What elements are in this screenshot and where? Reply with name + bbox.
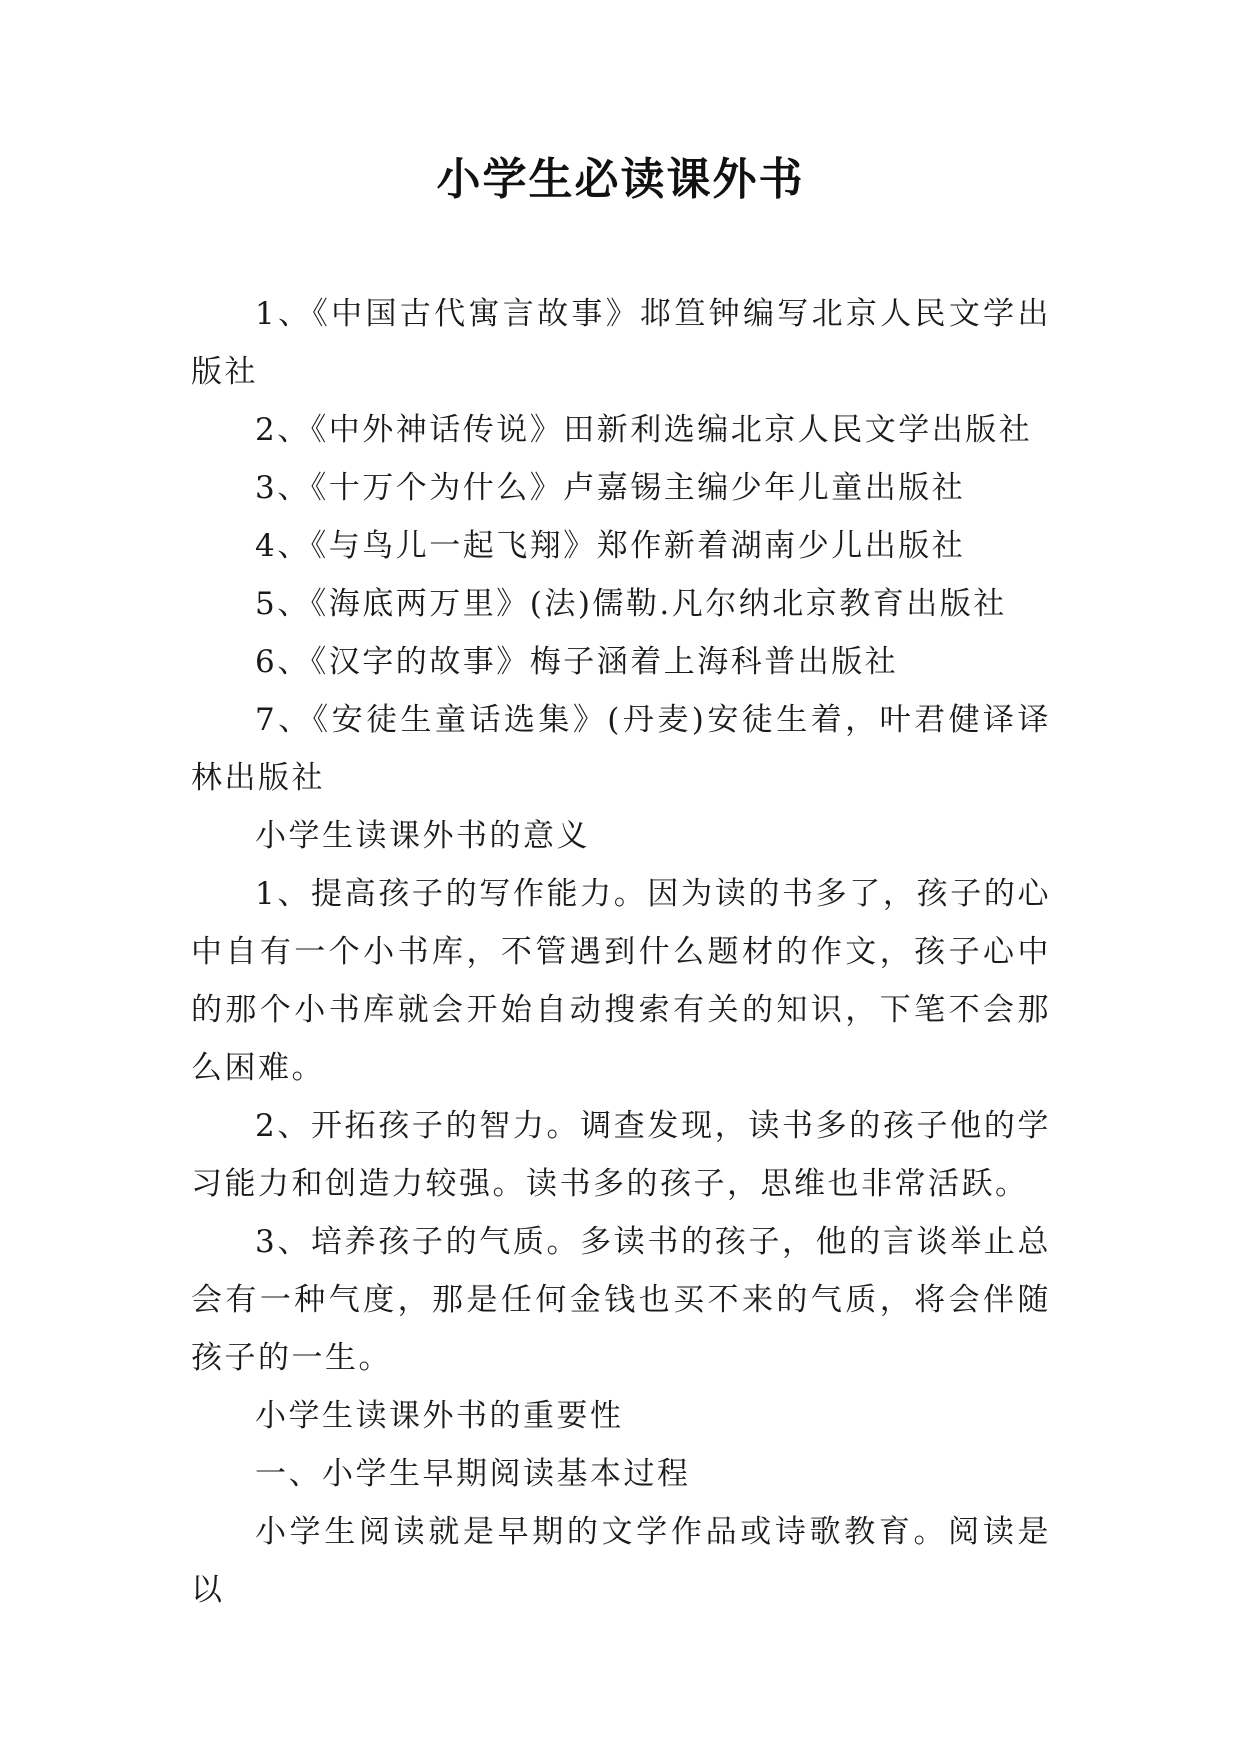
book-list-item-2: 2、《中外神话传说》田新利选编北京人民文学出版社 [255, 412, 1033, 448]
book-list-item-4: 4、《与鸟儿一起飞翔》郑作新着湖南少儿出版社 [255, 528, 966, 564]
book-list-item-6: 6、《汉字的故事》梅子涵着上海科普出版社 [255, 644, 899, 680]
document-title: 小学生必读课外书 [436, 154, 805, 205]
significance-point-2: 2、开拓孩子的智力。调查发现，读书多的孩子他的学习能力和创造力较强。读书多的孩子，思维也非常活跃。 [191, 1108, 1051, 1202]
book-list-item-7: 7、《安徒生童话选集》(丹麦)安徒生着，叶君健译译林出版社 [191, 702, 1051, 796]
section-heading-importance: 小学生读课外书的重要性 [255, 1398, 624, 1434]
book-list-item-1: 1、《中国古代寓言故事》邶笪钟编写北京人民文学出版社 [191, 296, 1051, 390]
document-body [191, 285, 1051, 1619]
book-list-item-5: 5、《海底两万里》(法)儒勒.凡尔纳北京教育出版社 [255, 586, 1007, 622]
significance-point-1: 1、提高孩子的写作能力。因为读的书多了，孩子的心中自有一个小书库，不管遇到什么题材的作文，孩子心中的那个小书库就会开始自动搜索有关的知识，下笔不会那么困难。 [191, 876, 1051, 1086]
section-heading-significance: 小学生读课外书的意义 [255, 818, 590, 854]
body-paragraph: 小学生阅读就是早期的文学作品或诗歌教育。阅读是以 [191, 1514, 1051, 1608]
book-list-item-3: 3、《十万个为什么》卢嘉锡主编少年儿童出版社 [255, 470, 966, 506]
subsection-heading-reading-process: 一、小学生早期阅读基本过程 [255, 1456, 691, 1492]
significance-point-3: 3、培养孩子的气质。多读书的孩子，他的言谈举止总会有一种气度，那是任何金钱也买不来的气质，将会伴随孩子的一生。 [191, 1224, 1051, 1376]
